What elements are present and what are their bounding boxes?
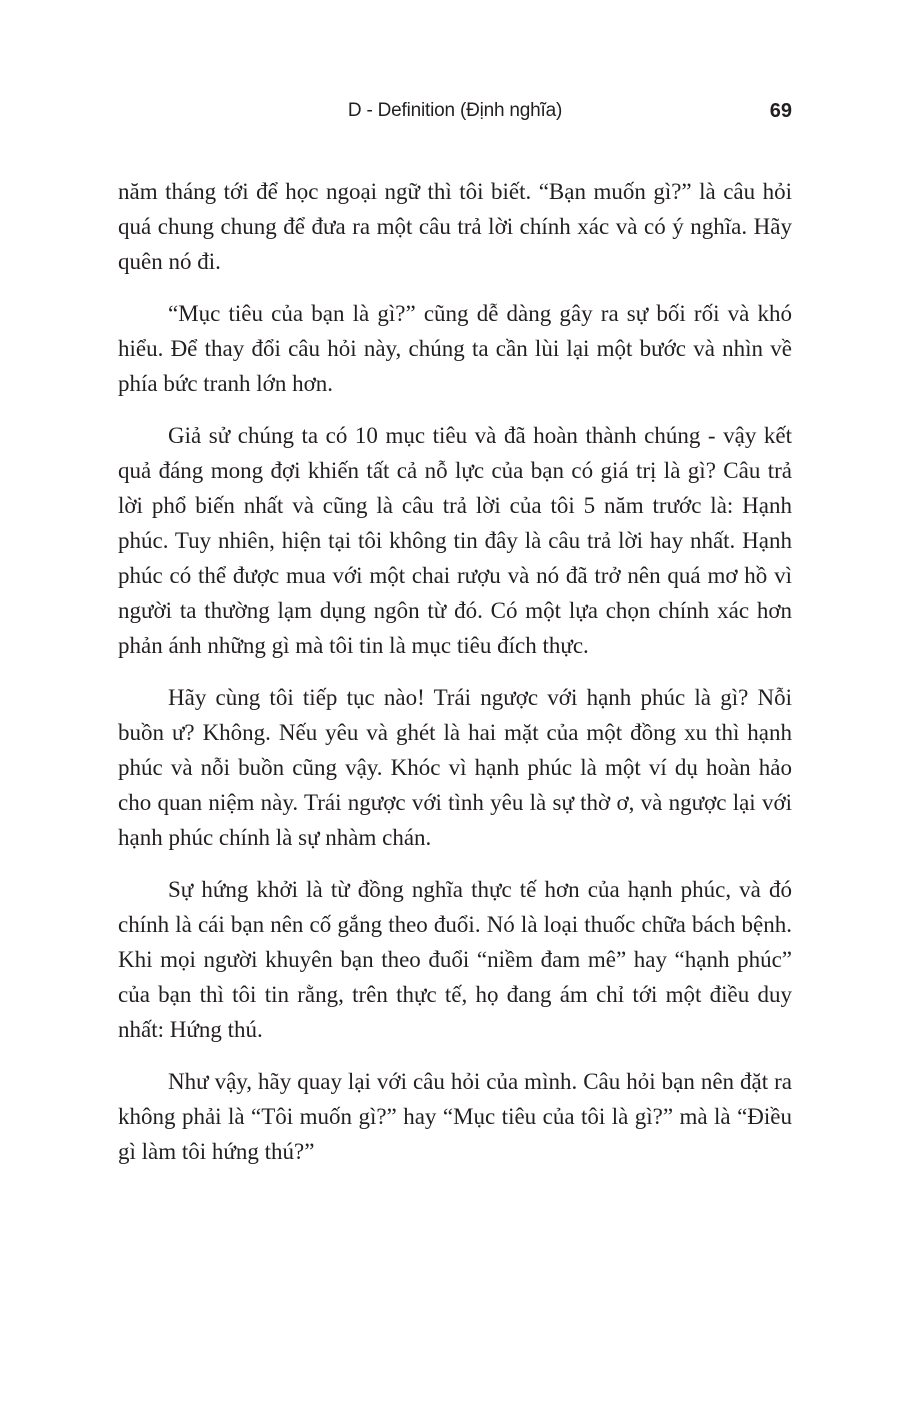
- paragraph-4: Hãy cùng tôi tiếp tục nào! Trái ngược với hạnh phúc là gì? Nỗi buồn ư? Không. Nếu yêu và ghét là hai mặt của một đồng xu thì hạnh phúc và nỗi buồn cũng vậy. Khóc vì hạnh phúc là một ví dụ hoàn hảo cho quan niệm này. Trái ngược với tình yêu là sự thờ ơ, và ngược lại với hạnh phúc chính là sự nhàm chán.: [118, 685, 792, 850]
- paragraph-2: “Mục tiêu của bạn là gì?” cũng dễ dàng gây ra sự bối rối và khó hiểu. Để thay đổi câu hỏi này, chúng ta cần lùi lại một bước và nhìn về phía bức tranh lớn hơn.: [118, 301, 792, 396]
- chapter-title: D - Definition (Định nghĩa): [347, 100, 563, 121]
- running-header: [118, 96, 792, 126]
- paragraph-1: năm tháng tới để học ngoại ngữ thì tôi biết. “Bạn muốn gì?” là câu hỏi quá chung chung để đưa ra một câu trả lời chính xác và có ý nghĩa. Hãy quên nó đi.: [118, 179, 792, 274]
- paragraph-3: Giả sử chúng ta có 10 mục tiêu và đã hoàn thành chúng - vậy kết quả đáng mong đợi khiến tất cả nỗ lực của bạn có giá trị là gì? Câu trả lời phổ biến nhất và cũng là câu trả lời của tôi 5 năm trước là: Hạnh phúc. Tuy nhiên, hiện tại tôi không tin đây là câu trả lời hay nhất. Hạnh phúc có thể được mua với một chai rượu và nó đã trở nên quá mơ hồ vì người ta thường lạm dụng ngôn từ đó. Có một lựa chọn chính xác hơn phản ánh những gì mà tôi tin là mục tiêu đích thực.: [118, 423, 792, 658]
- paragraph-6: Như vậy, hãy quay lại với câu hỏi của mình. Câu hỏi bạn nên đặt ra không phải là “Tôi muốn gì?” hay “Mục tiêu của tôi là gì?” mà là “Điều gì làm tôi hứng thú?”: [118, 1069, 792, 1164]
- body-text: [118, 174, 792, 1186]
- page-number: 69: [769, 100, 792, 122]
- paragraph-5: Sự hứng khởi là từ đồng nghĩa thực tế hơn của hạnh phúc, và đó chính là cái bạn nên cố gắng theo đuổi. Nó là loại thuốc chữa bách bệnh. Khi mọi người khuyên bạn theo đuổi “niềm đam mê” hay “hạnh phúc” của bạn thì tôi tin rằng, trên thực tế, họ đang ám chỉ tới một điều duy nhất: Hứng thú.: [118, 877, 792, 1042]
